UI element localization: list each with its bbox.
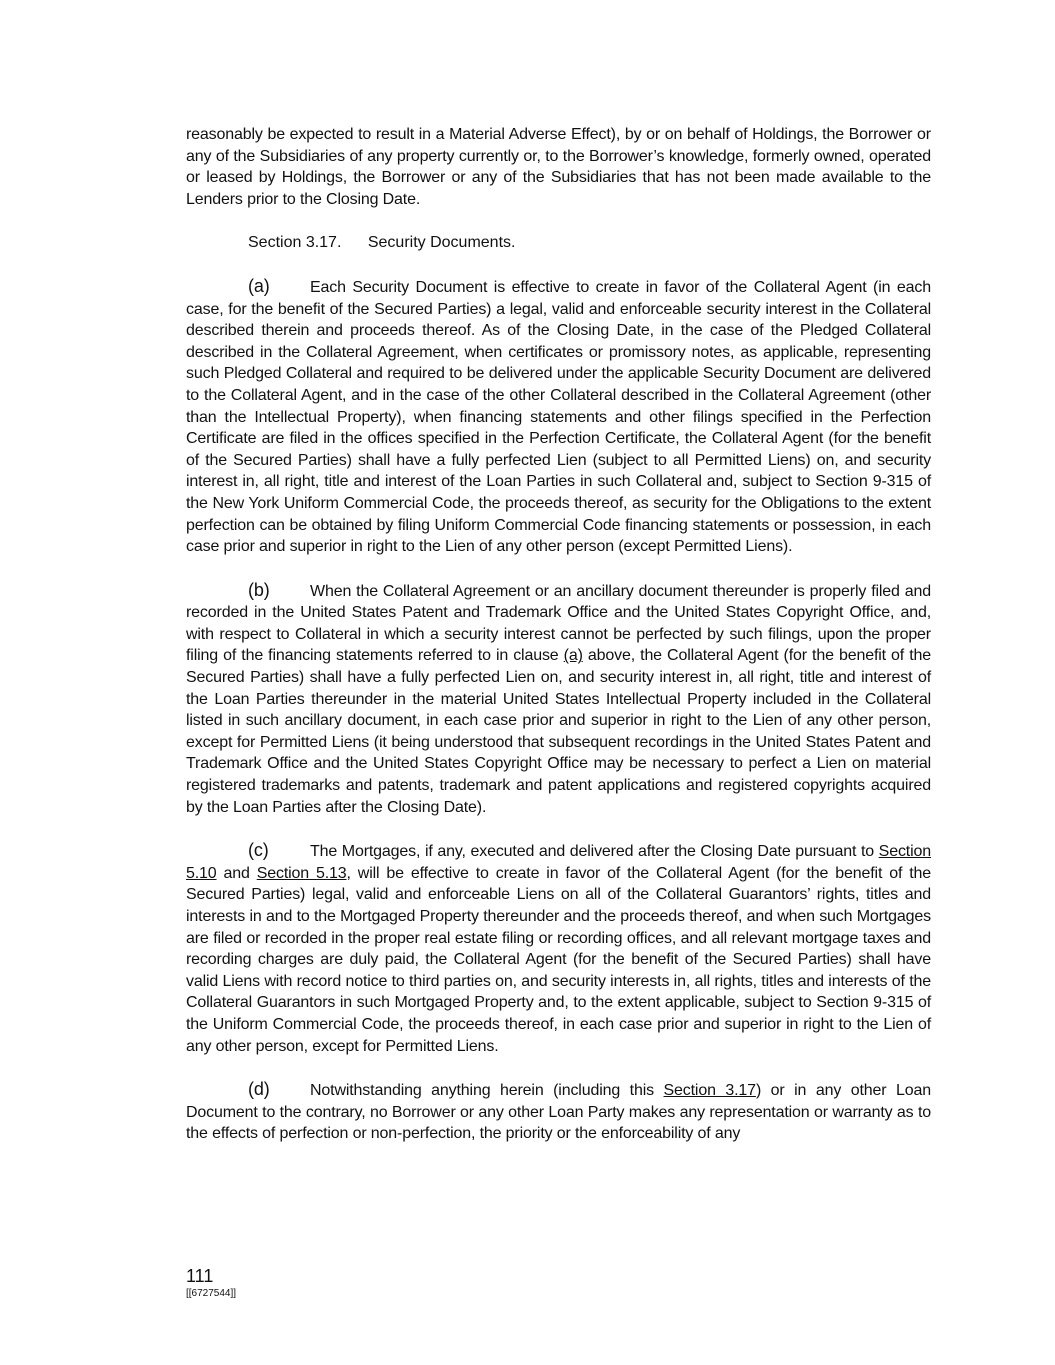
clause-c-text-3: , will be effective to create in favor of the Collateral Agent (for the benefit of the Secured Parties) legal, valid and enforceable Liens on all of the Collateral Guarantors’ rights, titles and interests in and to the Mortgaged Property thereunder and the proceeds thereof, and when such Mortgages are filed or recorded in the proper real estate filing or recording offices, and all relevant mortgage taxes and recording charges are duly paid, the Collateral Agent (for the benefit of the Secured Parties) shall have valid Liens with record notice to third parties on, and security interests in, all rights, titles and interests of the Collateral Guarantors in such Mortgaged Property and, to the extent applicable, subject to Section 9-315 of the Uniform Commercial Code, the proceeds thereof, in each case prior and superior in right to the Lien of any other person, except for Permitted Liens.	[186, 864, 931, 1055]
clause-c-ref-section-5-10: Section 5.10	[186, 843, 931, 882]
clause-d-label: (d)	[248, 1079, 270, 1100]
section-heading	[248, 232, 931, 254]
page-number: 111	[186, 1266, 214, 1286]
clause-d-text-1: Notwithstanding anything herein (including this	[310, 1082, 664, 1100]
clause-b-label: (b)	[248, 579, 270, 600]
document-id: [[6727544]]	[186, 1288, 237, 1299]
clause-a-text: Each Security Document is effective to create in favor of the Collateral Agent (in each case, for the benefit of the Secured Parties) a legal, valid and enforceable security interest in the Collateral described therein and proceeds thereof. As of the Closing Date, in the case of the Pledged Collateral described in the Collateral Agreement, when certificates or promissory notes, as applicable, representing such Pledged Collateral and required to be delivered under the applicable Security Document are delivered to the Collateral Agent, and in the case of the other Collateral described in the Collateral Agreement (other than the Intellectual Property), when financing statements and other filings specified in the Perfection Certificate are filed in the offices specified in the Perfection Certificate, the Collateral Agent (for the benefit of the Secured Parties) shall have a fully perfected Lien (subject to all Permitted Liens) on, and security interest in, all right, title and interest of the Loan Parties in such Collateral and, subject to Section 9-315 of the New York Uniform Commercial Code, the proceeds thereof, as security for the Obligations to the extent perfection can be obtained by filing Uniform Commercial Code financing statements or possession, in each case prior and superior in right to the Lien of any other person (except Permitted Liens).	[186, 278, 931, 556]
clause-a	[186, 276, 931, 558]
clause-d-ref-section-3-17: Section 3.17	[663, 1082, 756, 1100]
clause-c-label: (c)	[248, 840, 269, 861]
clause-c-text-2: and	[216, 864, 257, 882]
clause-a-label: (a)	[248, 275, 270, 296]
clause-d-text-2: ) or in any other Loan Document to the contrary, no Borrower or any other Loan Party makes any representation or warranty as to the effects of perfection or non-perfection, the priority or the enforceability of any	[186, 1082, 932, 1143]
clause-c	[186, 840, 931, 1057]
clause-c-text-1: The Mortgages, if any, executed and delivered after the Closing Date pursuant to	[310, 843, 879, 861]
clause-d	[186, 1079, 931, 1145]
clause-b-text-1: When the Collateral Agreement or an ancillary document thereunder is properly filed and recorded in the United States Patent and Trademark Office and the United States Copyright Office, and, with respect to Collateral in which a security interest cannot be perfected by such filings, upon the proper filing of the financing statements referred to in clause	[186, 582, 931, 665]
page-footer	[186, 1266, 236, 1300]
intro-paragraph: reasonably be expected to result in a Material Adverse Effect), by or on behalf of Holdings, the Borrower or any of the Subsidiaries of any property currently or, to the Borrower’s knowledge, formerly owned, operated or leased by Holdings, the Borrower or any of the Subsidiaries that has not been made available to the Lenders prior to the Closing Date.	[186, 126, 931, 208]
document-page	[186, 124, 931, 1167]
clause-b	[186, 580, 931, 819]
section-number: Section 3.17.	[248, 234, 342, 252]
clause-b-text-2: above, the Collateral Agent (for the benefit of the Secured Parties) shall have a fully perfected Lien on, and security interest in, all right, title and interest of the Loan Parties thereunder in the material United States Intellectual Property included in the Collateral listed in such ancillary document, in each case prior and superior in right to the Lien of any other person, except for Permitted Liens (it being understood that subsequent recordings in the United States Patent and Trademark Office and the United States Copyright Office may be necessary to perfect a Lien on material registered trademarks and patents, trademark and patent applications and registered copyrights acquired by the Loan Parties after the Closing Date).	[186, 647, 931, 816]
section-title: Security Documents.	[367, 234, 516, 252]
clause-c-ref-section-5-13: Section 5.13	[256, 864, 347, 882]
clause-b-ref-a: (a)	[563, 647, 583, 665]
